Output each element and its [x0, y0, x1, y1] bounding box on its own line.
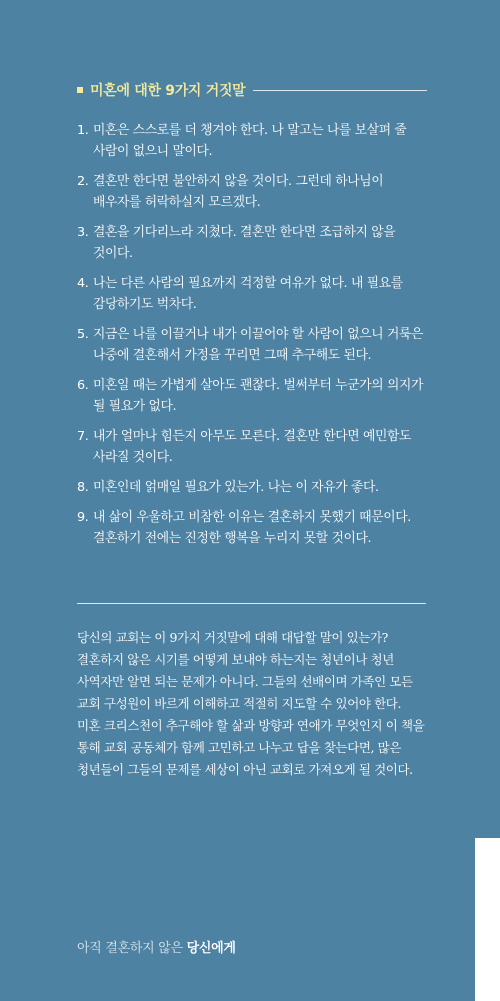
- list-item: [77, 477, 427, 498]
- list-item-number: 5.: [77, 327, 89, 342]
- list-item-text: 지금은 나를 이끌거나 내가 이끌어야 할 사람이 없으니 거룩은 나중에 결혼해서 가정을 꾸리면 그때 추구해도 된다.: [93, 327, 424, 363]
- list-item-text: 내 삶이 우울하고 비참한 이유는 결혼하지 못했기 때문이다. 결혼하기 전에는 진정한 행복을 누리지 못할 것이다.: [93, 510, 412, 546]
- lies-list: [77, 120, 427, 558]
- list-item: [77, 120, 427, 162]
- list-item-text: 미혼일 때는 가볍게 살아도 괜찮다. 벌써부터 누군가의 의지가 될 필요가 없다.: [93, 378, 424, 414]
- header-divider: [253, 90, 427, 91]
- list-item: [77, 426, 427, 468]
- list-item-number: 1.: [77, 123, 89, 138]
- section-header: [77, 80, 427, 100]
- list-item-number: 7.: [77, 429, 89, 444]
- list-item-number: 6.: [77, 378, 89, 393]
- list-item-number: 8.: [77, 480, 89, 495]
- list-item-number: 2.: [77, 174, 89, 189]
- list-item-number: 4.: [77, 276, 89, 291]
- body-paragraph: 미혼 크리스천이 추구해야 할 삶과 방향과 연애가 무엇인지 이 책을 통해 교회 공동체가 함께 고민하고 나누고 답을 찾는다면, 많은 청년들이 그들의 문제를 세상이 아닌 교회로 가져오게 될 것이다.: [77, 718, 425, 777]
- white-edge-tab: [475, 838, 500, 1001]
- footer-emphasis: 당신에게: [186, 941, 236, 956]
- list-item-text: 결혼을 기다리느라 지쳤다. 결혼만 한다면 조급하지 않을 것이다.: [93, 225, 396, 261]
- list-item-number: 3.: [77, 225, 89, 240]
- list-item-text: 미혼인데 얽매일 필요가 있는가. 나는 이 자유가 좋다.: [93, 480, 379, 495]
- body-paragraph: 당신의 교회는 이 9가지 거짓말에 대해 대답할 말이 있는가? 결혼하지 않은 시기를 어떻게 보내야 하는지는 청년이나 청년 사역자만 알면 되는 문제가 아니다. 그들의 선배이며 가족인 모든 교회 구성원이 바르게 이해하고 적절히 지도할 수 있어야 한다.: [77, 630, 413, 711]
- list-item: [77, 171, 427, 213]
- section-divider: [77, 603, 426, 604]
- list-item-text: 나는 다른 사람의 필요까지 걱정할 여유가 없다. 내 필요를 감당하기도 벅차다.: [93, 276, 403, 312]
- list-item-text: 결혼만 한다면 불안하지 않을 것이다. 그런데 하나님이 배우자를 허락하실지 모르겠다.: [93, 174, 384, 210]
- footer-tagline: [77, 937, 337, 956]
- list-item: [77, 507, 427, 549]
- list-item: [77, 273, 427, 315]
- square-bullet-icon: [77, 87, 83, 93]
- list-item: [77, 375, 427, 417]
- body-copy: [77, 627, 427, 781]
- section-title: 미혼에 대한 9가지 거짓말: [90, 83, 246, 99]
- list-item-text: 내가 얼마나 힘든지 아무도 모른다. 결혼만 한다면 예민함도 사라질 것이다.: [93, 429, 412, 465]
- list-item-number: 9.: [77, 510, 89, 525]
- list-item: [77, 222, 427, 264]
- list-item-text: 미혼은 스스로를 더 챙겨야 한다. 나 말고는 나를 보살펴 줄 사람이 없으니 말이다.: [93, 123, 407, 159]
- footer-prefix: 아직 결혼하지 않은: [77, 941, 187, 956]
- list-item: [77, 324, 427, 366]
